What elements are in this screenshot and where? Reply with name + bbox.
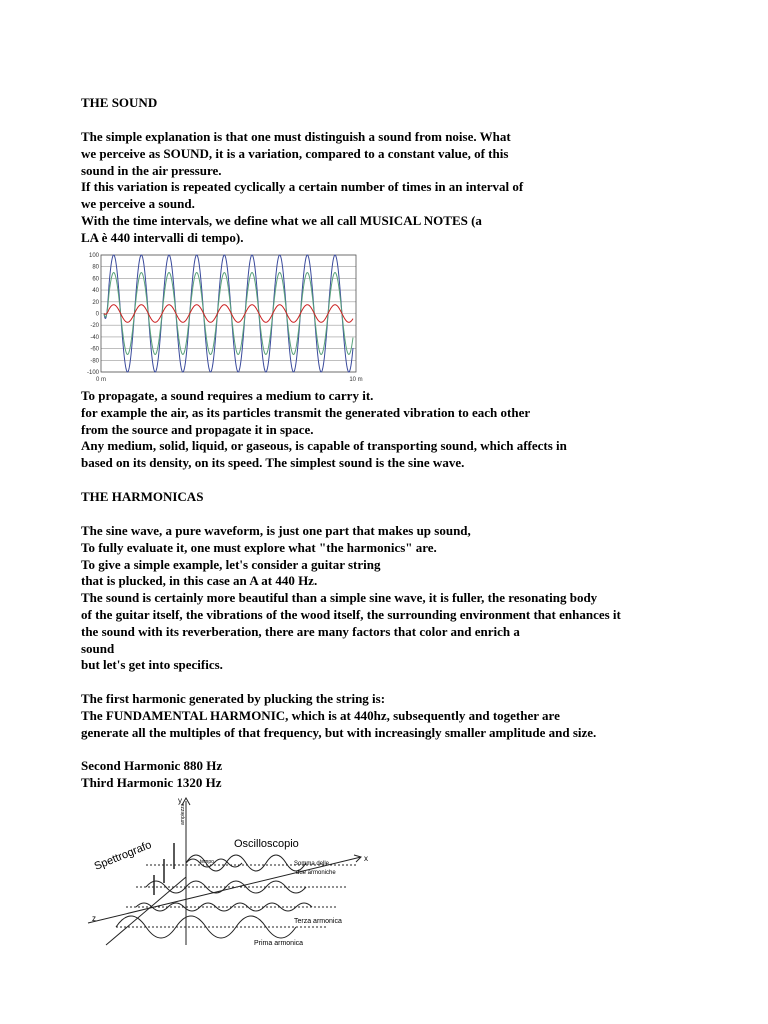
text-line: The sine wave, a pure waveform, is just one part that makes up sound, (81, 523, 471, 538)
paragraph-propagation (81, 388, 741, 472)
text-line: The simple explanation is that one must distinguish a sound from noise. What (81, 129, 511, 144)
y-tick-label: 20 (92, 299, 99, 306)
text-line: The FUNDAMENTAL HARMONIC, which is at 440hz, subsequently and together are (81, 707, 560, 723)
heading-the-harmonicas (81, 489, 741, 506)
text-line: Any medium, solid, liquid, or gaseous, is capable of transporting sound, which affects in (81, 438, 567, 454)
text-line: LA è 440 intervalli di tempo). (81, 229, 244, 245)
text-line: To propagate, a sound requires a medium to carry it. (81, 388, 374, 403)
y-tick-label: 80 (92, 264, 99, 271)
y-tick-label: 40 (92, 288, 99, 295)
text-line: To give a simple example, let's consider a guitar string (81, 556, 381, 572)
text-line: based on its density, on its speed. The simplest sound is the sine wave. (81, 455, 465, 471)
label-tempo: tempo (200, 859, 214, 865)
text-line: of the guitar itself, the vibrations of the wood itself, the surrounding environment that enhances it (81, 606, 621, 622)
heading-text: THE HARMONICAS (81, 489, 204, 504)
text-line: With the time intervals, we define what we all call MUSICAL NOTES (a (81, 212, 482, 228)
paragraph-intro (81, 129, 741, 247)
text-line: If this variation is repeated cyclically a certain number of times in an interval of (81, 179, 524, 195)
text-line: Third Harmonic 1320 Hz (81, 774, 222, 790)
axis-y-label: y (178, 796, 182, 805)
axis-x-label: x (364, 854, 368, 863)
label-oscilloscopio: Oscilloscopio (234, 838, 299, 850)
label-prima-armonica: Prima armonica (254, 940, 304, 947)
text-line: but let's get into specifics. (81, 657, 223, 673)
text-line: To fully evaluate it, one must explore what "the harmonics" are. (81, 539, 437, 555)
y-tick-label: 0 (95, 311, 99, 318)
label-ampiezza: ampiezza (180, 803, 186, 825)
y-tick-label: 100 (88, 253, 99, 259)
y-tick-label: -100 (86, 370, 99, 376)
text-line: we perceive as SOUND, it is a variation, compared to a constant value, of this (81, 145, 509, 161)
y-tick-label: -80 (90, 358, 99, 365)
y-tick-label: -20 (90, 323, 99, 330)
x-tick-label: 0 m (95, 377, 107, 383)
heading-text: THE SOUND (81, 95, 158, 110)
y-tick-label: 60 (92, 276, 99, 283)
text-line: that is plucked, in this case an A at 440 Hz. (81, 573, 318, 589)
paragraph-harmonic-list (81, 758, 741, 792)
text-line: we perceive a sound. (81, 196, 195, 212)
x-tick-label: 10 m (349, 377, 363, 383)
heading-the-sound (81, 95, 741, 112)
text-line: generate all the multiples of that frequency, but with increasingly smaller amplitude and size. (81, 724, 597, 740)
label-somma-2: due armoniche (296, 870, 336, 876)
y-tick-label: -60 (90, 346, 99, 353)
paragraph-fundamental (81, 691, 741, 741)
text-line: from the source and propagate it in space. (81, 421, 314, 437)
text-line: for example the air, as its particles transmit the generated vibration to each other (81, 404, 531, 420)
text-line: Second Harmonic 880 Hz (81, 758, 223, 773)
harmonics-3d-diagram (86, 795, 376, 955)
sine-wave-chart (81, 250, 363, 388)
text-line: The first harmonic generated by plucking the string is: (81, 691, 386, 706)
axis-z-label: z (92, 914, 96, 923)
text-line: the sound with its reverberation, there are many factors that color and enrich a (81, 623, 520, 639)
paragraph-harmonics (81, 523, 741, 674)
label-terza-armonica: Terza armonica (294, 918, 342, 925)
y-tick-label: -40 (90, 334, 99, 341)
sum-wave-ripple (186, 859, 242, 867)
text-line: sound (81, 640, 115, 656)
label-somma-1: Somma delle (294, 861, 330, 867)
text-line: sound in the air pressure. (81, 162, 222, 178)
text-line: The sound is certainly more beautiful than a simple sine wave, it is fuller, the resonating body (81, 590, 598, 606)
label-spettrografo: Spettrografo (92, 838, 154, 873)
